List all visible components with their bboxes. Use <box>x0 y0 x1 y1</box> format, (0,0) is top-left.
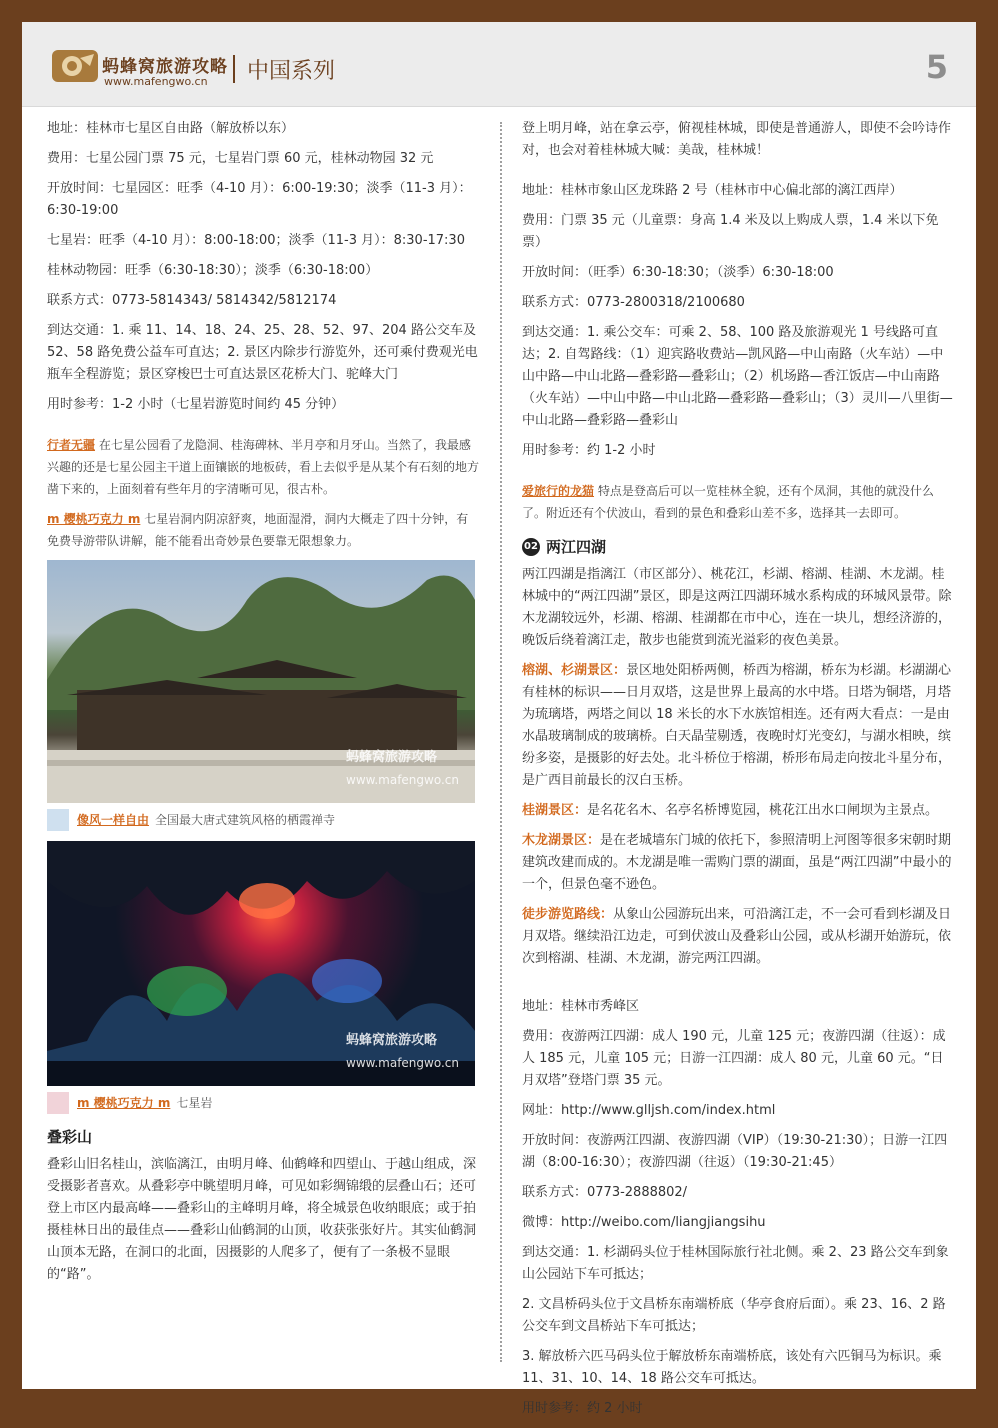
caption-text: 全国最大唐式建筑风格的栖霞禅寺 <box>155 813 336 827</box>
photo-caption <box>47 809 479 831</box>
review-user-link[interactable]: 行者无疆 <box>47 438 96 452</box>
page-header <box>22 22 976 107</box>
section-text: 两江四湖是指漓江（市区部分）、桃花江，杉湖、榕湖、桂湖、木龙湖。桂林城中的“两江四湖”景区，即是这两江四湖环城水系构成的环城风景带。除木龙湖较远外，杉湖、榕湖、桂湖都在市中心，连在一块儿，想经济游的，晚饭后绕着漓江走，散步也能赏到流光溢彩的夜色美景。 <box>522 567 952 648</box>
spot-description <box>522 800 954 822</box>
info-line: 3. 解放桥六匹马码头位于解放桥东南端桥底，该处有六匹铜马为标识。乘 11、31、10、14、18 路公交车可抵达。 <box>522 1349 942 1386</box>
info-line: 开放时间：夜游两江四湖、夜游四湖（VIP）（19:30-21:30）；日游一江四湖（8:00-16:30）；夜游四湖（往返）（19:30-21:45） <box>522 1133 948 1170</box>
spot-description <box>522 660 954 792</box>
review-text: 七星岩洞内阴凉舒爽，地面湿滑，洞内大概走了四十分钟，有免费导游带队讲解，能不能看出奇妙景色要靠无限想象力。 <box>47 512 469 548</box>
spot-description <box>522 830 954 896</box>
left-column <box>47 118 479 1294</box>
review-note <box>522 480 954 524</box>
section-title: 叠彩山 <box>47 1128 93 1146</box>
info-line: 联系方式：0773-5814343/ 5814342/5812174 <box>47 293 337 308</box>
section-number-badge: 02 <box>522 538 540 556</box>
spot-text: 是名花名木、名亭名桥博览园，桃花江出水口闸坝为主景点。 <box>587 803 939 818</box>
info-line: 2. 文昌桥码头位于文昌桥东南端桥底（华亭食府后面）。乘 23、16、2 路公交车到文昌桥站下车可抵达； <box>522 1297 946 1334</box>
info-line: 费用：七星公园门票 75 元，七星岩门票 60 元，桂林动物园 32 元 <box>47 151 434 166</box>
review-user-link[interactable]: 爱旅行的龙猫 <box>522 484 595 498</box>
weibo-link[interactable]: 微博：http://weibo.com/liangjiangsihu <box>522 1215 766 1230</box>
review-note <box>47 434 479 500</box>
watermark-url: www.mafengwo.cn <box>346 773 459 787</box>
review-text: 在七星公园看了龙隐洞、桂海碑林、半月亭和月牙山。当然了，我最感兴趣的还是七星公园主干道上面镶嵌的地板砖，看上去似乎是从某个有石刻的地方凿下来的，上面刻着有些年月的字清晰可见，很古朴。 <box>47 438 480 496</box>
spot-label: 木龙湖景区： <box>522 833 601 848</box>
info-line: 用时参考：约 1-2 小时 <box>522 443 656 458</box>
qixing-cave-photo <box>47 841 475 1086</box>
review-user-link[interactable]: m 樱桃巧克力 m <box>47 512 141 526</box>
review-text: 特点是登高后可以一览桂林全貌，还有个凤洞，其他的就没什么了。附近还有个伏波山，看到的景色和叠彩山差不多，选择其一去即可。 <box>522 484 934 520</box>
right-column <box>522 118 954 1428</box>
photo-watermark <box>346 1030 459 1074</box>
review-note <box>47 508 479 552</box>
spot-text: 从象山公园游玩出来，可沿漓江走，不一会可看到杉湖及日月双塔。继续沿江边走，可到伏波山及叠彩山公园，或从杉湖开始游玩，依次到榕湖、桂湖、木龙湖，游完两江四湖。 <box>522 907 952 966</box>
info-line: 开放时间：七星园区：旺季（4-10 月）：6:00-19:30；淡季（11-3 月）：6:30-19:00 <box>47 181 472 218</box>
info-line: 地址：桂林市秀峰区 <box>522 999 640 1014</box>
photo-caption <box>47 1092 479 1114</box>
intro-text: 登上明月峰，站在拿云亭，俯视桂林城，即使是普通游人，即使不会吟诗作对，也会对着桂林城大喊：美哉，桂林城！ <box>522 121 952 158</box>
column-divider <box>500 122 502 1362</box>
info-line: 桂林动物园：旺季（6:30-18:30）；淡季（6:30-18:00） <box>47 263 379 278</box>
avatar[interactable] <box>47 809 69 831</box>
logo-url: www.mafengwo.cn <box>104 75 208 88</box>
logo-text: 蚂蜂窝旅游攻略 <box>102 57 228 77</box>
series-title: 中国系列 <box>247 59 336 84</box>
info-line: 到达交通：1. 乘 11、14、18、24、25、28、52、97、204 路公交车及 52、58 路免费公益车可直达；2. 景区内除步行游览外，还可乘付费观光电瓶车全程游览；景区穿梭巴士可直达景区花桥大门、驼峰大门 <box>47 323 478 382</box>
info-line: 到达交通：1. 杉湖码头位于桂林国际旅行社北侧。乘 2、23 路公交车到象山公园站下车可抵达； <box>522 1245 949 1282</box>
mafengwo-logo-icon <box>50 46 100 86</box>
spot-text: 是在老城墙东门城的依托下，参照清明上河图等很多宋朝时期建筑改建而成的。木龙湖是唯一需购门票的湖面，虽是“两江四湖”中最小的一个，但景色毫不逊色。 <box>522 833 952 892</box>
info-line: 联系方式：0773-2888802/ <box>522 1185 688 1200</box>
spot-description <box>522 904 954 970</box>
info-line: 费用：夜游两江四湖：成人 190 元，儿童 125 元；夜游四湖（往返）：成人 185 元，儿童 105 元；日游一江四湖：成人 80 元，儿童 60 元。“日月双塔”登塔门票 35 元。 <box>522 1029 946 1088</box>
website-link[interactable]: 网址：http://www.glljsh.com/index.html <box>522 1103 776 1118</box>
watermark-text: 蚂蜂窝旅游攻略 <box>346 1033 438 1048</box>
info-line: 地址：桂林市象山区龙珠路 2 号（桂林市中心偏北部的漓江西岸） <box>522 183 903 198</box>
section-heading <box>522 536 954 558</box>
section-text: 叠彩山旧名桂山，滨临漓江，由明月峰、仙鹤峰和四望山、于越山组成，深受摄影者喜欢。从叠彩亭中眺望明月峰，可见如彩绸锦缎的层叠山石；还可登上市区内最高峰——叠彩山的主峰明月峰，将全城景色收纳眼底；或于拍摄桂林日出的最佳点——叠彩山仙鹤洞的山顶，收获张张好片。其实仙鹤洞山顶本无路，在洞口的北面，因摄影的人爬多了，便有了一条极不显眼的“路”。 <box>47 1157 477 1282</box>
photo-watermark <box>346 747 459 791</box>
watermark-text: 蚂蜂窝旅游攻略 <box>346 750 438 765</box>
info-line: 七星岩：旺季（4-10 月）：8:00-18:00；淡季（11-3 月）：8:30-17:30 <box>47 233 465 248</box>
caption-user-link[interactable]: 像风一样自由 <box>77 813 150 827</box>
spot-label: 徒步游览路线： <box>522 907 614 922</box>
qixia-temple-photo <box>47 560 475 803</box>
info-line: 用时参考：约 2 小时 <box>522 1401 643 1416</box>
section-title: 两江四湖 <box>546 538 607 556</box>
header-separator <box>233 55 235 83</box>
caption-user-link[interactable]: m 樱桃巧克力 m <box>77 1096 171 1110</box>
watermark-url: www.mafengwo.cn <box>346 1056 459 1070</box>
page <box>22 22 976 1416</box>
info-line: 用时参考：1-2 小时（七星岩游览时间约 45 分钟） <box>47 397 345 412</box>
spot-label: 榕湖、杉湖景区： <box>522 663 627 678</box>
info-line: 到达交通：1. 乘公交车：可乘 2、58、100 路及旅游观光 1 号线路可直达；2. 自驾路线：（1）迎宾路收费站—凯风路—中山南路（火车站）—中山中路—中山北路—叠彩路—叠彩山；（2）机场路—香江饭店—中山南路（火车站）—中山中路—中山北路—叠彩路—叠彩山；（3）灵川—八里街—中山北路—叠彩路—叠彩山 <box>522 325 953 428</box>
avatar[interactable] <box>47 1092 69 1114</box>
info-line: 费用：门票 35 元（儿童票：身高 1.4 米及以上购成人票，1.4 米以下免票） <box>522 213 939 250</box>
spot-text: 景区地处阳桥两侧，桥西为榕湖，桥东为杉湖。杉湖湖心有桂林的标识——日月双塔，这是世界上最高的水中塔。日塔为铜塔，月塔为琉璃塔，两塔之间以 18 米长的水下水族馆相连。还有两大看点：一是由水晶玻璃制成的玻璃桥。白天晶莹剔透，夜晚时灯光变幻，与湖水相映，缤纷多姿，是摄影的好去处。北斗桥位于榕湖，桥形布局走向按北斗星分布，是广西目前最长的汉白玉桥。 <box>522 663 952 788</box>
page-number: 5 <box>925 48 948 86</box>
info-line: 开放时间：（旺季）6:30-18:30；（淡季）6:30-18:00 <box>522 265 834 280</box>
caption-text: 七星岩 <box>176 1096 213 1110</box>
spot-label: 桂湖景区： <box>522 803 588 818</box>
info-line: 地址：桂林市七星区自由路（解放桥以东） <box>47 121 295 136</box>
info-line: 联系方式：0773-2800318/2100680 <box>522 295 745 310</box>
